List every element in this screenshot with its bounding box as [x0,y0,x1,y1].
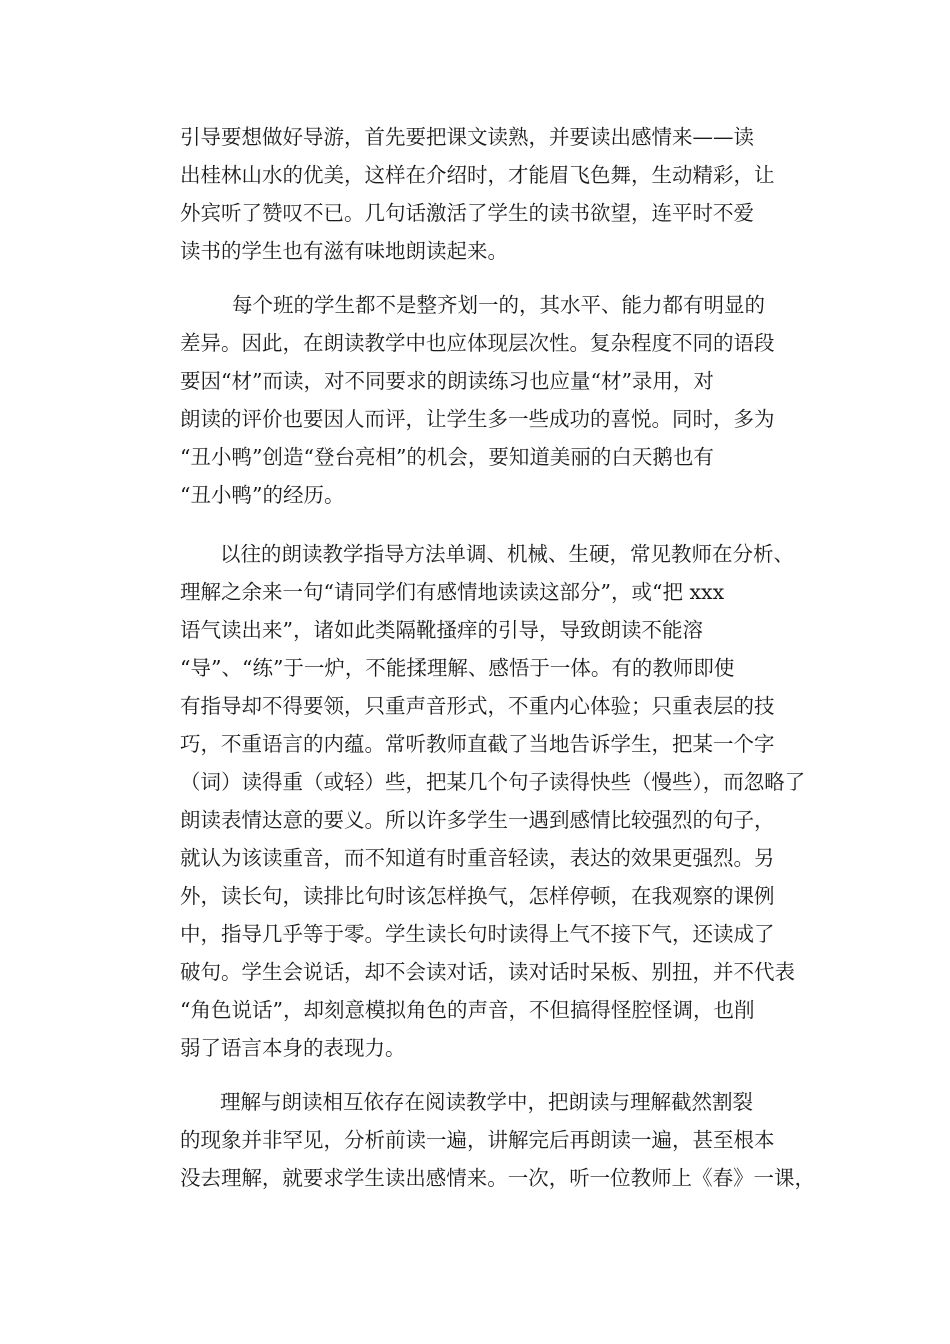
text-line: （词）读得重（或轻）些，把某几个句子读得快些（慢些），而忽略了 [180,770,806,794]
text-line: 理解之余来一句“请同学们有感情地读读这部分”，或“把 xxx [180,580,725,604]
text-line: “丑小鸭”创造“登台亮相”的机会，要知道美丽的白天鹅也有 [180,445,714,469]
text-line: 要因“材”而读，对不同要求的朗读练习也应量“材”录用，对 [180,369,714,393]
text-line: 巧，不重语言的内蕴。常听教师直截了当地告诉学生，把某一个字 [180,732,775,756]
text-line: 读书的学生也有滋有味地朗读起来。 [180,239,508,263]
text-line: 出桂林山水的优美，这样在介绍时，才能眉飞色舞，生动精彩，让 [180,163,775,187]
text-line: 差异。因此，在朗读教学中也应体现层次性。复杂程度不同的语段 [180,331,775,355]
text-line: “角色说话”，却刻意模拟角色的声音，不但搞得怪腔怪调，也削 [180,998,755,1022]
text-line: 有指导却不得要领，只重声音形式，不重内心体验；只重表层的技 [180,694,775,718]
text-line: “导”、“练”于一炉，不能揉理解、感悟于一体。有的教师即使 [180,656,735,680]
text-line: 理解与朗读相互依存在阅读教学中，把朗读与理解截然割裂 [220,1090,753,1114]
text-line: 就认为该读重音，而不知道有时重音轻读，表达的效果更强烈。另 [180,846,775,870]
text-line: 引导要想做好导游，首先要把课文读熟，并要读出感情来——读 [180,125,754,149]
text-line: 破句。学生会说话，却不会读对话，读对话时呆板、别扭，并不代表 [180,960,795,984]
text-line: 朗读的评价也要因人而评，让学生多一些成功的喜悦。同时，多为 [180,407,775,431]
text-line: 中，指导几乎等于零。学生读长句时读得上气不接下气，还读成了 [180,922,775,946]
text-line: 朗读表情达意的要义。所以许多学生一遇到感情比较强烈的句子， [180,808,775,832]
text-line: 语气读出来”，诸如此类隔靴搔痒的引导，导致朗读不能溶 [180,618,703,642]
text-line: “丑小鸭”的经历。 [180,483,345,507]
text-line: 每个班的学生都不是整齐划一的，其水平、能力都有明显的 [232,293,765,317]
text-line: 外宾听了赞叹不已。几句话激活了学生的读书欲望，连平时不爱 [180,201,754,225]
text-line: 以往的朗读教学指导方法单调、机械、生硬，常见教师在分析、 [220,542,794,566]
text-line: 外，读长句，读排比句时该怎样换气，怎样停顿，在我观察的课例 [180,884,775,908]
text-line: 弱了语言本身的表现力。 [180,1036,406,1060]
text-line: 的现象并非罕见，分析前读一遍，讲解完后再朗读一遍，甚至根本 [180,1128,775,1152]
text-line: 没去理解，就要求学生读出感情来。一次，听一位教师上《春》一课， [180,1166,815,1190]
